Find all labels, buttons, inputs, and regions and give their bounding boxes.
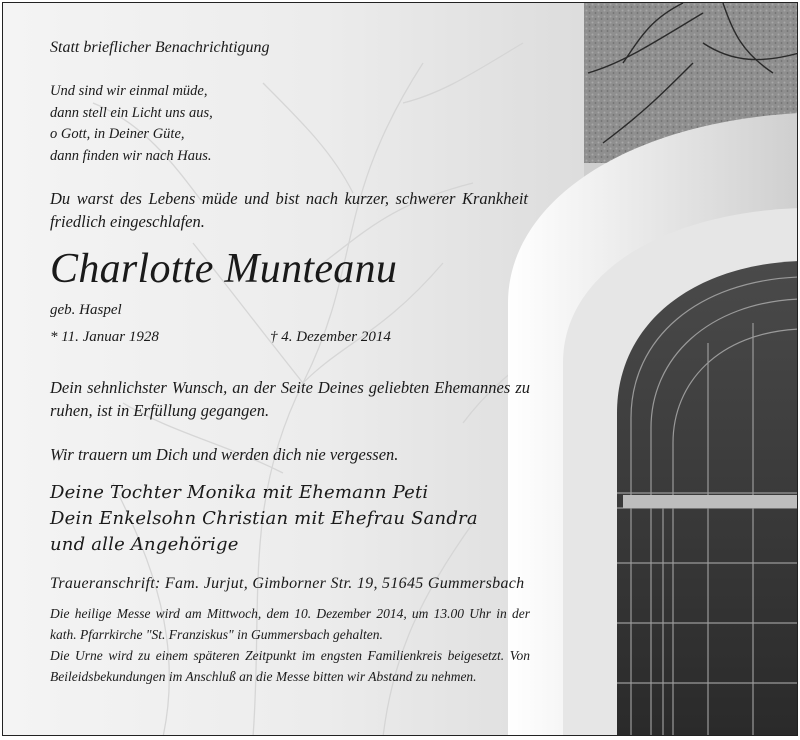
poem-line: dann finden wir nach Haus. [50, 147, 212, 164]
family-list [50, 480, 478, 558]
poem-line: Und sind wir einmal müde, [50, 83, 208, 99]
maiden-name: geb. Haspel [50, 302, 122, 318]
poem-line: o Gott, in Deiner Güte, [50, 126, 185, 142]
lead-paragraph: Du warst des Lebens müde und bist nach kurzer, schwerer Krankheit friedlich eingeschlafen. [50, 189, 528, 231]
intro-line: Statt brieflicher Benachrichtigung [50, 39, 270, 56]
poem [50, 81, 213, 167]
obituary-notice [2, 2, 798, 736]
birth-date: * 11. Januar 1928 [50, 329, 159, 345]
poem-line: dann stell ein Licht uns aus, [50, 104, 213, 121]
mourning-line: Wir trauern um Dich und werden dich nie vergessen. [50, 445, 399, 464]
family-member: Dein Enkelsohn Christian mit Ehefrau Sandra [50, 508, 478, 529]
mourning-address: Traueranschrift: Fam. Jurjut, Gimborner Str. 19, 51645 Gummersbach [50, 575, 525, 592]
mass-details: Die heilige Messe wird am Mittwoch, dem 10. Dezember 2014, um 13.00 Uhr in der kath. Pfarrkirche "St. Franziskus" in Gummersbach gehalten. [50, 606, 530, 642]
deceased-name: Charlotte Munteanu [50, 246, 398, 292]
death-date: † 4. Dezember 2014 [270, 329, 391, 345]
service-details [50, 603, 530, 687]
life-dates [50, 329, 530, 346]
wish-paragraph: Dein sehnlichster Wunsch, an der Seite Deines geliebten Ehemannes zu ruhen, ist in Erfüllung gegangen. [50, 378, 530, 420]
family-member: und alle Angehörige [50, 534, 239, 555]
family-member: Deine Tochter Monika mit Ehemann Peti [50, 482, 429, 503]
urn-details: Die Urne wird zu einem späteren Zeitpunkt im engsten Familienkreis beigesetzt. Von Beileidsbekundungen im Anschluß an die Messe bitten wir Abstand zu nehmen. [50, 648, 530, 684]
